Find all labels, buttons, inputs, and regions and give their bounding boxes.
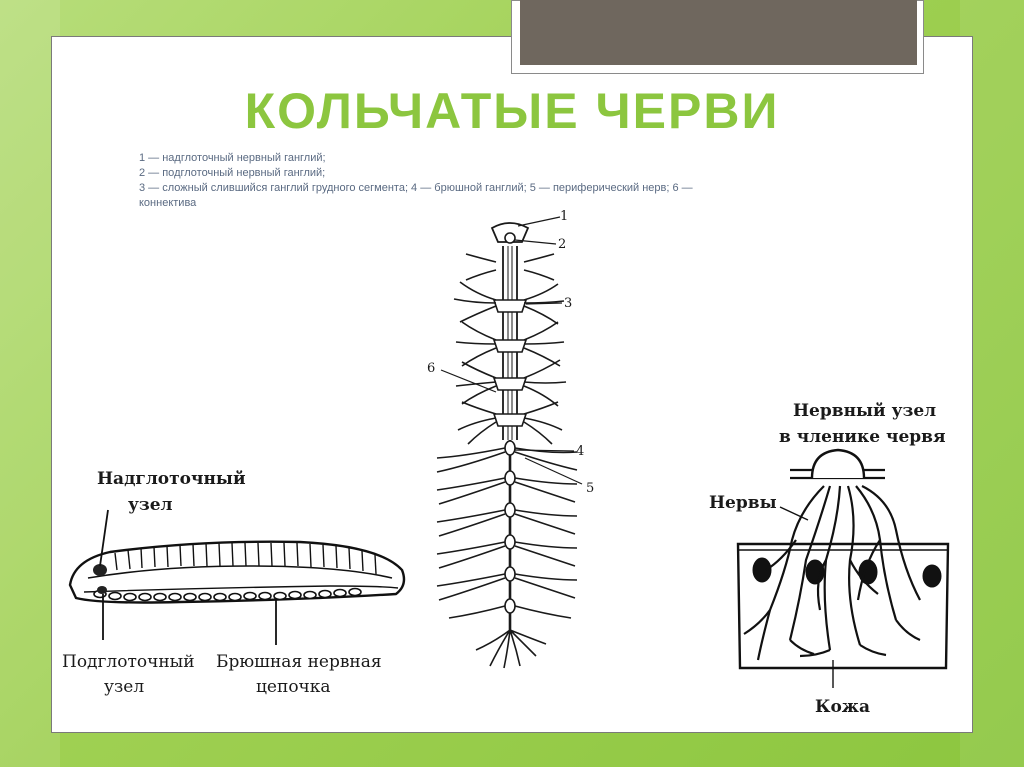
legend-line: 3 — сложный слившийся ганглий грудного сегмента; 4 — брюшной ганглий; 5 — периферический нерв; 6 —: [139, 182, 693, 194]
label-segment-ganglion: Нервный узел: [793, 401, 937, 421]
chain-label-2: 2: [558, 237, 567, 252]
chain-label-1: 1: [560, 209, 569, 224]
legend-line: 2 — подглоточный нервный ганглий;: [139, 167, 326, 179]
label-nerves: Нервы: [709, 493, 777, 513]
label-supraesophageal-2: узел: [128, 495, 173, 515]
label-subesophageal: Подглоточный: [62, 652, 195, 672]
legend-line: 1 — надглоточный нервный ганглий;: [139, 152, 326, 164]
chain-label-5: 5: [586, 481, 595, 496]
label-ventral-chain-2: цепочка: [256, 677, 331, 697]
label-ventral-chain: Брюшная нервная: [216, 652, 382, 672]
nerve-chain-drawing: [437, 217, 585, 668]
label-skin: Кожа: [815, 697, 870, 717]
label-supraesophageal: Надглоточный: [97, 469, 246, 489]
segment-ganglion-drawing: [738, 450, 948, 688]
page-title: КОЛЬЧАТЫЕ ЧЕРВИ: [244, 83, 780, 139]
label-subesophageal-2: узел: [104, 677, 145, 697]
chain-label-4: 4: [576, 444, 585, 459]
legend-line: коннектива: [139, 197, 197, 209]
chain-label-3: 3: [564, 296, 573, 311]
chain-label-6: 6: [427, 361, 436, 376]
label-segment-ganglion-2: в членике червя: [779, 427, 946, 447]
worm-drawing: [70, 510, 404, 645]
